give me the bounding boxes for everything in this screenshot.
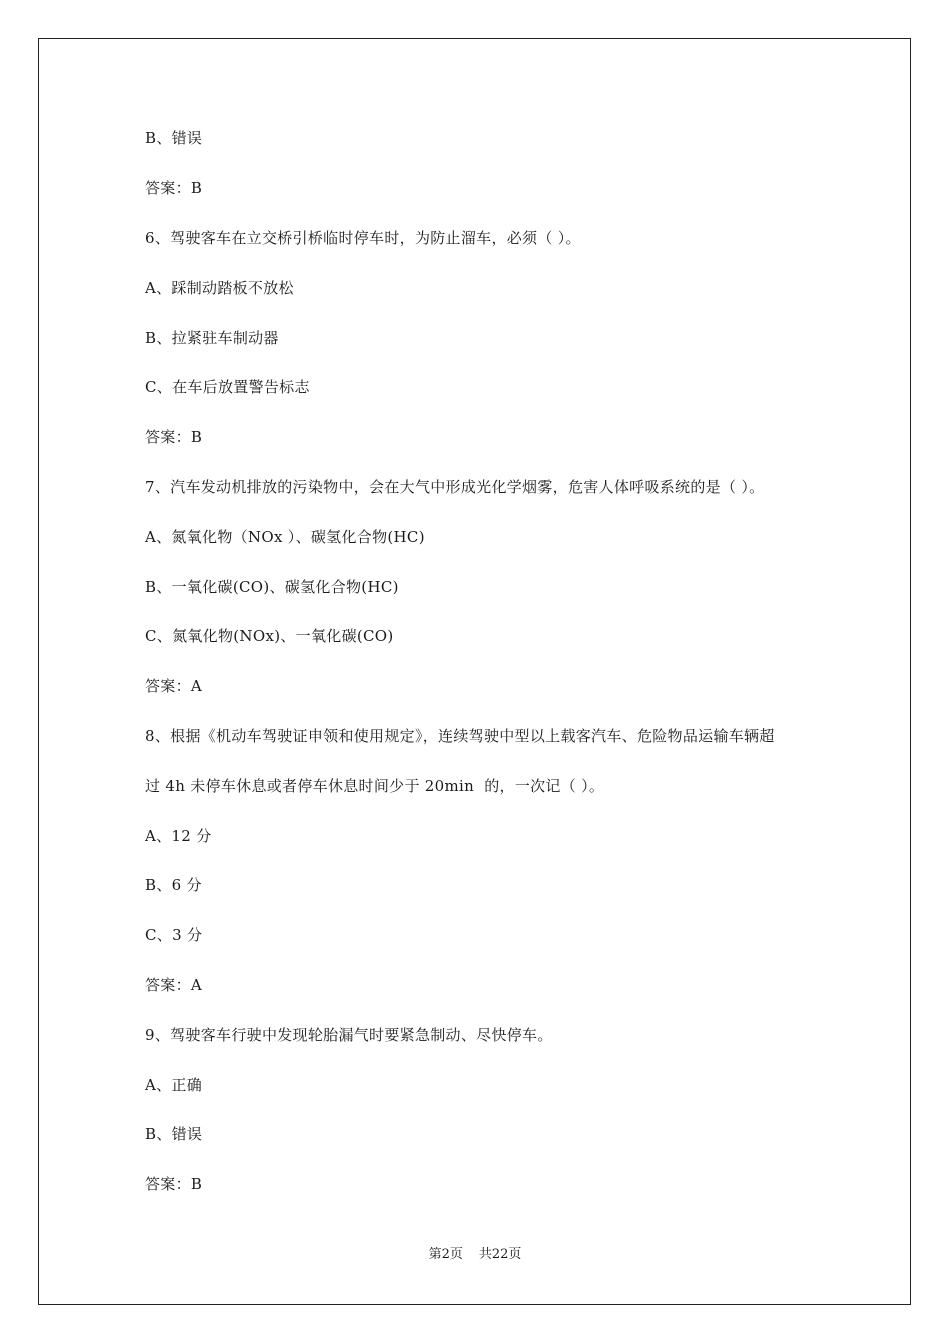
page-total: 共22页 [478, 1247, 522, 1262]
option-b-question-6: B、拉紧驻车制动器 [145, 329, 279, 347]
question-7: 7、汽车发动机排放的污染物中，会在大气中形成光化学烟雾，危害人体呼吸系统的是（ ）。 [145, 478, 765, 496]
option-b-question-9: B、错误 [145, 1125, 203, 1143]
option-a-question-6: A、踩制动踏板不放松 [145, 279, 294, 297]
option-b-question-7: B、一氧化碳(CO)、碳氢化合物(HC) [145, 578, 399, 596]
question-8-line-1: 8、根据《机动车驾驶证申领和使用规定》，连续驾驶中型以上载客汽车、危险物品运输车辆超 [145, 727, 775, 745]
answer-question-9: 答案：B [145, 1175, 203, 1193]
option-a-question-8: A、12 分 [145, 827, 212, 845]
option-a-question-7: A、氮氧化物（NOx ）、碳氢化合物(HC) [145, 528, 425, 546]
option-b-question-8: B、6 分 [145, 876, 202, 894]
option-c-question-8: C、3 分 [145, 926, 203, 944]
answer-question-7: 答案：A [145, 677, 203, 695]
question-9: 9、驾驶客车行驶中发现轮胎漏气时要紧急制动、尽快停车。 [145, 1026, 553, 1044]
option-b-question-5: B、错误 [145, 129, 203, 147]
question-6: 6、驾驶客车在立交桥引桥临时停车时，为防止溜车，必须（ ）。 [145, 229, 581, 247]
answer-question-6: 答案：B [145, 428, 203, 446]
page-number: 第2页 [428, 1247, 463, 1262]
option-a-question-9: A、正确 [145, 1076, 203, 1094]
answer-question-5: 答案：B [145, 179, 203, 197]
option-c-question-7: C、氮氧化物(NOx)、一氧化碳(CO) [145, 627, 394, 645]
option-c-question-6: C、在车后放置警告标志 [145, 378, 310, 396]
page-footer [0, 1246, 950, 1264]
question-8-line-2: 过 4h 未停车休息或者停车休息时间少于 20min 的，一次记（ ）。 [145, 777, 605, 795]
answer-question-8: 答案：A [145, 976, 203, 994]
